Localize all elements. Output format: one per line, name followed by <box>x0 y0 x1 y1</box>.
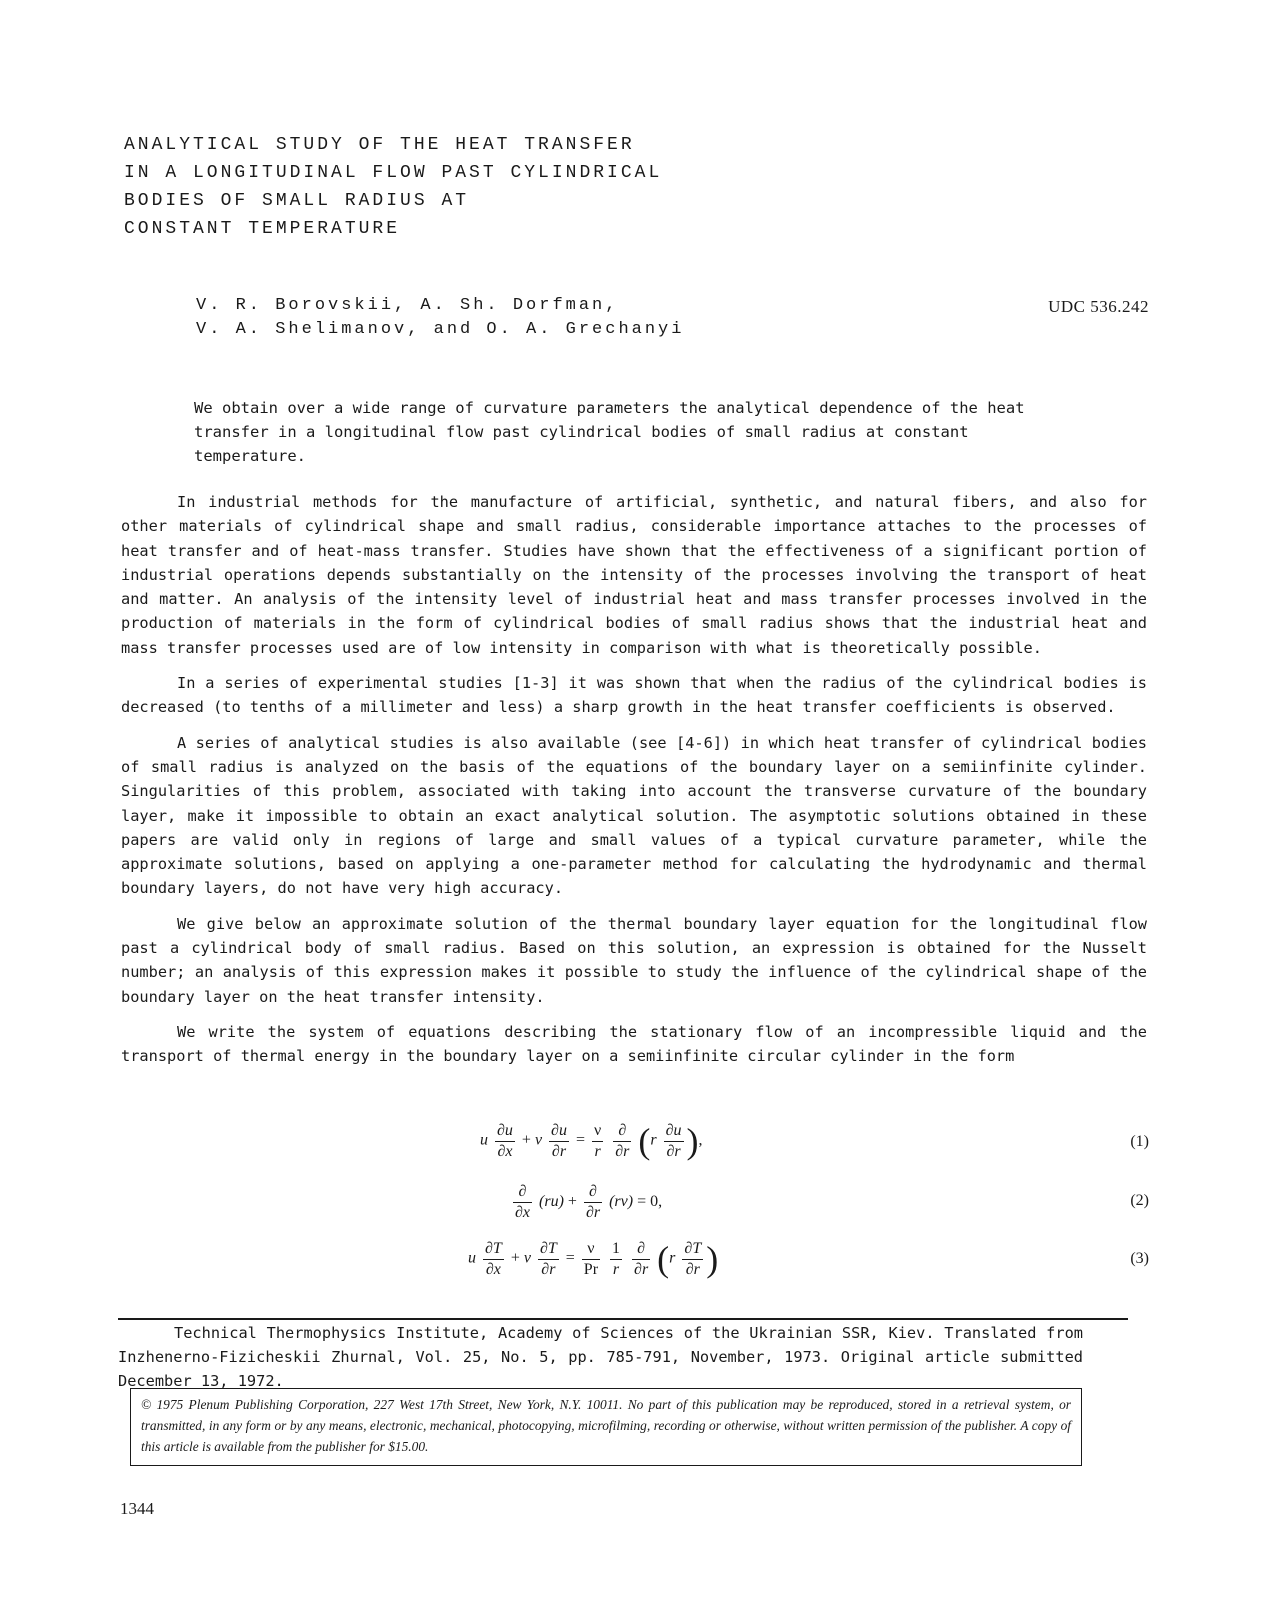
eq-symbol: u <box>468 1249 476 1267</box>
body-text <box>121 490 1147 1080</box>
eq-symbol: r <box>594 1142 601 1160</box>
equation-number: (2) <box>1130 1192 1149 1209</box>
eq-symbol: Pr <box>583 1260 599 1278</box>
eq-symbol: (rv) <box>609 1193 634 1211</box>
eq-fraction <box>483 1239 504 1280</box>
paragraph: A series of analytical studies is also available (see [4-6]) in which heat transfer of cylindrical bodies of small radius is analyzed on the basis of the equations of the boundary layer on a semiinfinite cylinder. Singularities of this problem, associated with taking into account the transverse curvature of the boundary layer, make it impossible to obtain an exact analytical solution. The asymptotic solutions obtained in these papers are valid only in regions of large and small values of a typical curvature parameter, while the approximate solutions, based on applying a one-parameter method for calculating the hydrodynamic and thermal boundary layers, do not have very high accuracy. <box>121 733 1147 898</box>
equation-1 <box>480 1120 703 1162</box>
eq-symbol: ∂r <box>634 1260 649 1278</box>
eq-symbol: ∂r <box>666 1142 681 1160</box>
eq-symbol: (ru) <box>539 1193 564 1211</box>
paragraph: We give below an approximate solution of the thermal boundary layer equation for the longitudinal flow past a cylindrical body of small radius. Based on this solution, an expression is obtained for the Nusselt number; an analysis of this expression makes it possible to study the influence of the cylindrical shape of the boundary layer on the heat transfer intensity. <box>121 914 1147 1006</box>
paragraph: In industrial methods for the manufacture of artificial, synthetic, and natural fibers, and also for other materials of cylindrical shape and small radius, considerable importance attaches to the processes of heat transfer and of heat-mass transfer. Studies have shown that the effectiveness of a significant portion of industrial operations depends substantially on the intensity of the processes involving the transport of heat and matter. An analysis of the intensity level of industrial heat and mass transfer processes involved in the production of materials in the form of cylindrical bodies of small radius shows that the industrial heat and mass transfer processes used are of low intensity in comparison with what is theoretically possible. <box>121 493 1147 657</box>
equation-3 <box>468 1238 718 1280</box>
eq-symbol: ∂r <box>541 1260 556 1278</box>
authors-line: V. A. Shelimanov, and O. A. Grechanyi <box>196 320 685 339</box>
authors <box>196 294 684 342</box>
eq-fraction <box>582 1239 600 1280</box>
eq-symbol: ∂r <box>585 1204 601 1221</box>
eq-symbol: ∂x <box>485 1260 501 1278</box>
eq-symbol: ∂ <box>632 1239 650 1260</box>
title-line: IN A LONGITUDINAL FLOW PAST CYLINDRICAL <box>124 163 663 183</box>
paragraph: In a series of experimental studies [1-3] it was shown that when the radius of the cylindrical bodies is decreased (to tenths of a millimeter and less) a sharp growth in the heat transfer coefficients is observed. <box>121 674 1147 717</box>
eq-symbol: ) <box>706 1239 719 1279</box>
eq-symbol: ∂x <box>497 1142 513 1160</box>
abstract: We obtain over a wide range of curvature parameters the analytical dependence of the heat transfer in a longitudinal flow past cylindrical bodies of small radius at constant temperature. <box>194 399 1025 465</box>
eq-fraction <box>495 1121 515 1162</box>
eq-fraction <box>682 1239 703 1280</box>
eq-fraction <box>664 1121 684 1162</box>
equation-2 <box>510 1182 662 1223</box>
eq-symbol: ∂ <box>584 1182 602 1203</box>
eq-symbol: ∂r <box>685 1260 700 1278</box>
title-line: ANALYTICAL STUDY OF THE HEAT TRANSFER <box>124 135 635 155</box>
eq-symbol: ∂u <box>495 1121 515 1142</box>
eq-fraction <box>613 1121 631 1162</box>
eq-symbol: ∂T <box>483 1239 504 1260</box>
eq-symbol: = <box>575 1131 585 1149</box>
eq-symbol: ∂r <box>615 1142 630 1160</box>
eq-symbol: ∂x <box>515 1204 531 1221</box>
eq-symbol: = <box>565 1249 575 1267</box>
eq-symbol: ∂r <box>551 1142 567 1160</box>
eq-symbol: ∂ <box>513 1182 532 1203</box>
paragraph: We write the system of equations describing the stationary flow of an incompressible liquid and the transport of thermal energy in the boundary layer on a semiinfinite circular cylinder in the form <box>121 1022 1147 1066</box>
eq-symbol: 1 <box>610 1239 622 1260</box>
article-title <box>124 131 662 243</box>
authors-line: V. R. Borovskii, A. Sh. Dorfman, <box>196 296 619 315</box>
eq-symbol: , <box>698 1131 703 1149</box>
eq-fraction <box>592 1121 603 1162</box>
eq-symbol: ( <box>638 1121 651 1161</box>
udc-code: UDC 536.242 <box>1048 297 1149 316</box>
eq-symbol: ∂T <box>682 1239 703 1260</box>
eq-symbol: r <box>650 1131 657 1149</box>
title-line: CONSTANT TEMPERATURE <box>124 219 401 239</box>
eq-fraction <box>513 1182 532 1223</box>
eq-symbol: r <box>612 1260 620 1278</box>
eq-symbol: + <box>567 1193 577 1211</box>
equation-number: (3) <box>1130 1250 1149 1267</box>
eq-symbol: u <box>480 1131 488 1149</box>
footnote-divider <box>118 1318 1128 1320</box>
eq-symbol: v <box>523 1249 531 1267</box>
eq-symbol: ( <box>657 1239 670 1279</box>
eq-symbol: ν <box>582 1239 600 1260</box>
title-line: BODIES OF SMALL RADIUS AT <box>124 191 470 211</box>
eq-fraction <box>632 1239 650 1280</box>
eq-fraction <box>549 1121 569 1162</box>
eq-symbol: r <box>669 1249 676 1267</box>
eq-symbol: ∂u <box>549 1121 569 1142</box>
eq-symbol: + <box>521 1131 531 1149</box>
page-number: 1344 <box>120 1499 154 1518</box>
copyright-box: © 1975 Plenum Publishing Corporation, 227 West 17th Street, New York, N.Y. 10011. No part of this publication may be reproduced, stored in a retrieval system, or transmitted, in any form or by any means, electronic, mechanical, photocopying, microfilming, recording or otherwise, without written permission of the publisher. A copy of this article is available from the publisher for $15.00. <box>130 1388 1082 1466</box>
eq-fraction <box>584 1182 602 1223</box>
affiliation-footnote: Technical Thermophysics Institute, Academy of Sciences of the Ukrainian SSR, Kiev. Translated from Inzhenerno-Fizicheskii Zhurnal, Vol. 25, No. 5, pp. 785-791, November, 1973. Original article submitted December 13, 1972. <box>118 1324 1083 1390</box>
eq-symbol: ∂ <box>613 1121 631 1142</box>
equation-number: (1) <box>1130 1133 1149 1150</box>
eq-symbol: ) <box>686 1121 699 1161</box>
eq-symbol: v <box>534 1131 543 1149</box>
eq-symbol: ν <box>592 1121 603 1142</box>
eq-fraction <box>538 1239 559 1280</box>
eq-fraction <box>610 1239 622 1280</box>
eq-symbol: ∂T <box>538 1239 559 1260</box>
eq-symbol: = 0, <box>637 1193 663 1211</box>
eq-symbol: ∂u <box>664 1121 684 1142</box>
eq-symbol: + <box>510 1249 520 1267</box>
